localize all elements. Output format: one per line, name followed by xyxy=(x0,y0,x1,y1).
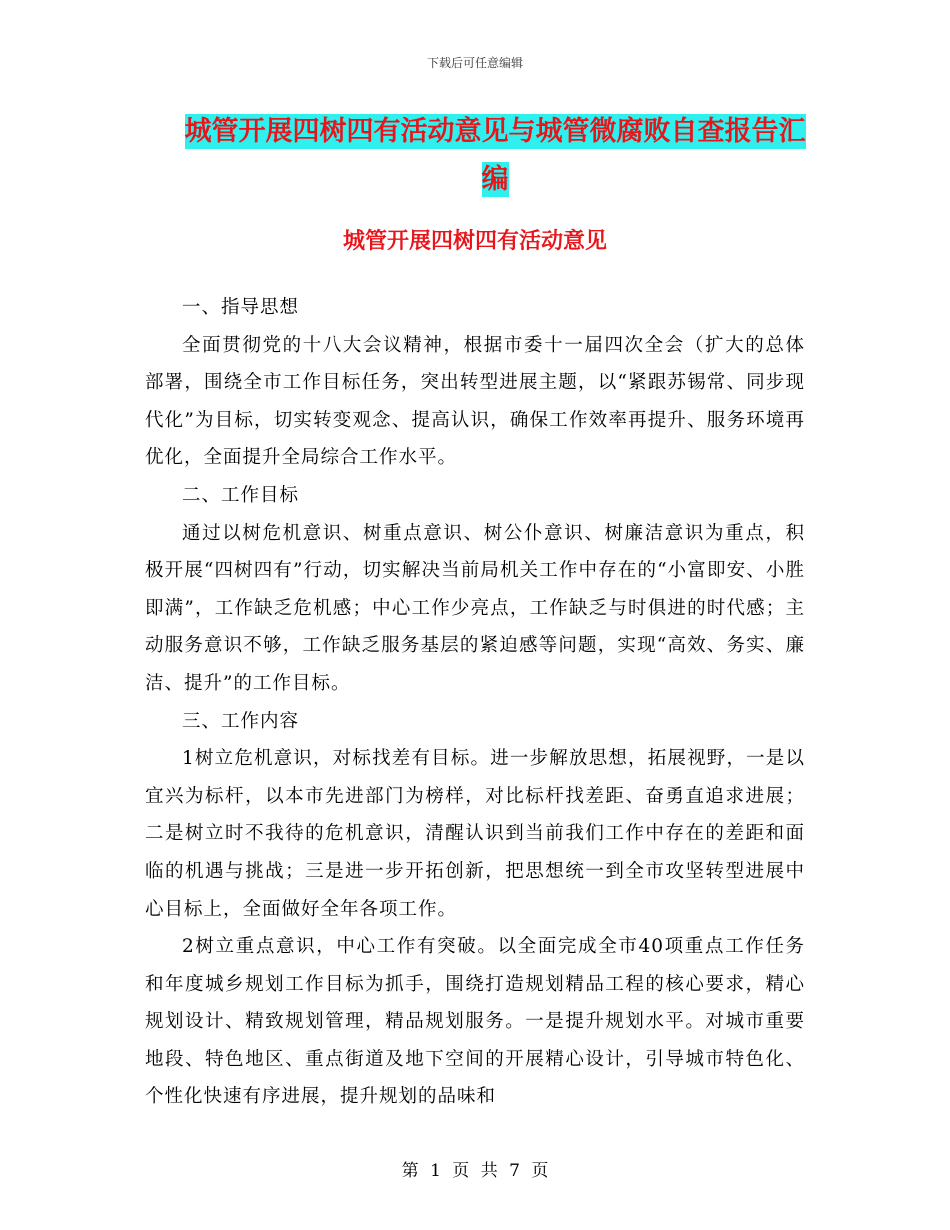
page-number: 第 1 页 共 7 页 xyxy=(401,1161,549,1181)
header-note: 下载后可任意编辑 xyxy=(426,56,523,70)
paragraph: 2树立重点意识，中心工作有突破。以全面完成全市40项重点工作任务和年度城乡规划工作目标为抓手，围绕打造规划精品工程的核心要求，精心规划设计、精致规划管理，精品规划服务。一是提升规划水平。对城市重要地段、特色地区、重点街道及地下空间的开展精心设计，引导城市特色化、个性化快速有序进展，提升规划的品味和 xyxy=(145,936,805,1108)
paragraph: 通过以树危机意识、树重点意识、树公仆意识、树廉洁意识为重点，积极开展“四树四有”行动，切实解决当前局机关工作中存在的“小富即安、小胜即满”，工作缺乏危机感；中心工作少亮点，工作缺乏与时俱进的时代感；主动服务意识不够，工作缺乏服务基层的紧迫感等问题，实现“高效、务实、廉洁、提升”的工作目标。 xyxy=(145,522,805,694)
heading-work-content: 三、工作内容 xyxy=(182,710,300,732)
heading-guiding-thought: 一、指导思想 xyxy=(182,297,300,318)
heading-work-goals: 二、工作目标 xyxy=(182,484,300,506)
document-title-line-1: 城管开展四树四有活动意见与城管微腐败自查报告汇 xyxy=(184,116,806,147)
document-title-line-2: 编 xyxy=(481,164,509,195)
section-title: 城管开展四树四有活动意见 xyxy=(342,228,607,254)
document-title xyxy=(150,108,840,204)
paragraph: 1树立危机意识，对标找差有目标。进一步解放思想，拓展视野，一是以宜兴为标杆，以本市先进部门为榜样，对比标杆找差距、奋勇直追求进展；二是树立时不我待的危机意识，清醒认识到当前我们工作中存在的差距和面临的机遇与挑战；三是进一步开拓创新，把思想统一到全市攻坚转型进展中心目标上，全面做好全年各项工作。 xyxy=(145,748,805,920)
body-text xyxy=(145,289,805,1116)
paragraph: 全面贯彻党的十八大会议精神，根据市委十一届四次全会（扩大的总体部署，围绕全市工作目标任务，突出转型进展主题，以“紧跟苏锡常、同步现代化”为目标，切实转变观念、提高认识，确保工作效率再提升、服务环境再优化，全面提升全局综合工作水平。 xyxy=(145,334,805,469)
